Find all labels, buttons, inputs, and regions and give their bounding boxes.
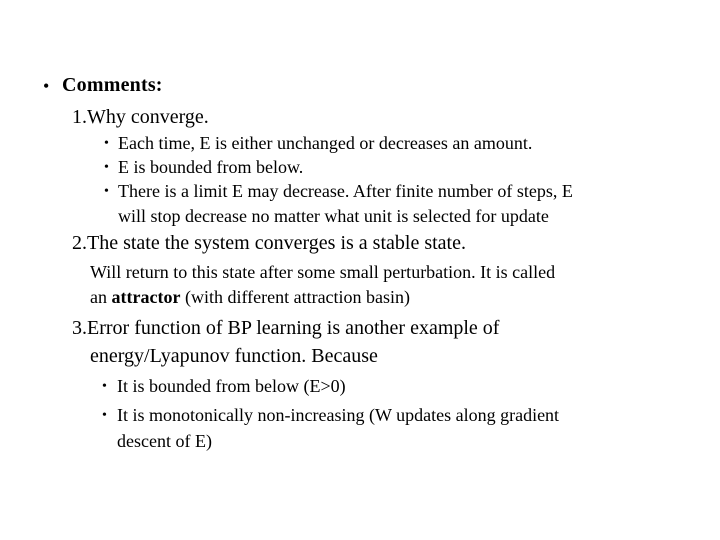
item-3-title-text: Error function of BP learning is another example of <box>87 317 500 339</box>
item-1-number: 1. <box>72 106 87 128</box>
sub-bullet-icon: • <box>102 379 107 394</box>
sub-bullet-icon: • <box>104 184 109 199</box>
item-1-bullet-2: E is bounded from below. <box>118 157 304 177</box>
item-3-number: 3. <box>72 317 87 339</box>
item-2-number: 2. <box>72 232 87 254</box>
main-bullet-icon: • <box>43 76 50 96</box>
item-3-title-line-2: energy/Lyapunov function. Because <box>90 345 378 367</box>
item-2-title <box>72 233 466 253</box>
item-3-bullet-2-continuation: descent of E) <box>117 431 212 451</box>
attractor-term: attractor <box>111 287 181 307</box>
item-2-title-text: The state the system converges is a stable state. <box>87 232 466 254</box>
item-3-title-line-1 <box>72 318 499 338</box>
item-1-bullet-3-continuation: will stop decrease no matter what unit is selected for update <box>118 206 549 226</box>
item-2-detail-line-2 <box>90 288 410 306</box>
item-2-detail-pre: an <box>90 287 112 307</box>
item-3-bullet-1: It is bounded from below (E>0) <box>117 376 346 396</box>
item-1-title-text: Why converge. <box>87 106 209 128</box>
item-1-bullet-1: Each time, E is either unchanged or decreases an amount. <box>118 133 533 153</box>
sub-bullet-icon: • <box>104 136 109 151</box>
item-1-bullet-3: There is a limit E may decrease. After finite number of steps, E <box>118 181 573 201</box>
comments-heading: Comments: <box>62 74 163 96</box>
item-3-bullet-2: It is monotonically non-increasing (W updates along gradient <box>117 405 560 425</box>
sub-bullet-icon: • <box>104 160 109 175</box>
item-1-title <box>72 107 209 127</box>
item-2-detail-post: (with different attraction basin) <box>180 287 411 307</box>
item-2-detail-line-1: Will return to this state after some small perturbation. It is called <box>90 262 556 282</box>
sub-bullet-icon: • <box>102 408 107 423</box>
